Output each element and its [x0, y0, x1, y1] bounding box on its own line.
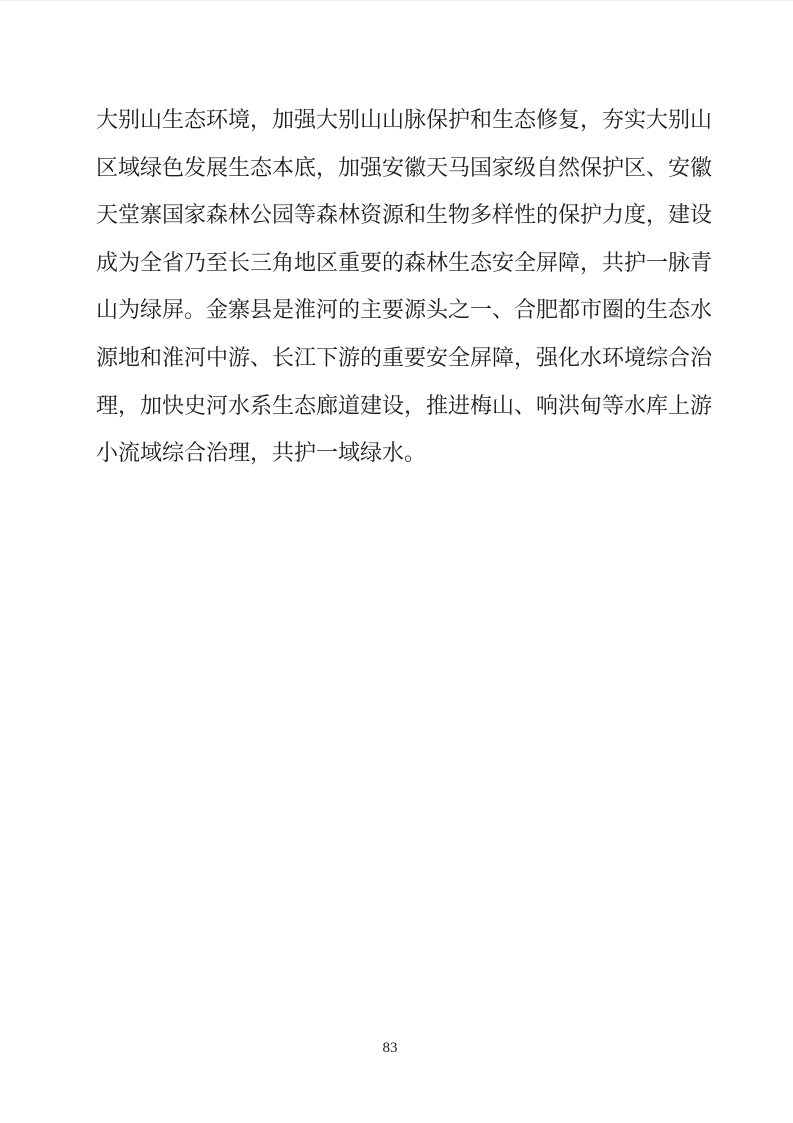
paragraph-line: 小流域综合治理，共护一域绿水。	[96, 440, 427, 466]
paragraph	[96, 96, 713, 477]
paragraph-line: 源地和淮河中游、长江下游的重要安全屏障，强化水环境综合治	[96, 344, 713, 370]
paragraph-line: 理，加快史河水系生态廊道建设，推进梅山、响洪甸等水库上游	[96, 392, 713, 418]
page-number: 83	[382, 1040, 398, 1056]
paragraph-line: 区域绿色发展生态本底，加强安徽天马国家级自然保护区、安徽	[96, 154, 713, 180]
paragraph-line: 成为全省乃至长三角地区重要的森林生态安全屏障，共护一脉青	[96, 249, 713, 275]
page	[0, 1, 793, 1123]
paragraph-line: 天堂寨国家森林公园等森林资源和生物多样性的保护力度，建设	[96, 202, 713, 228]
paragraph-line: 大别山生态环境，加强大别山山脉保护和生态修复，夯实大别山	[96, 107, 713, 132]
page-footer	[0, 1039, 780, 1057]
paragraph-line: 山为绿屏。金寨县是淮河的主要源头之一、合肥都市圈的生态水	[96, 297, 713, 323]
